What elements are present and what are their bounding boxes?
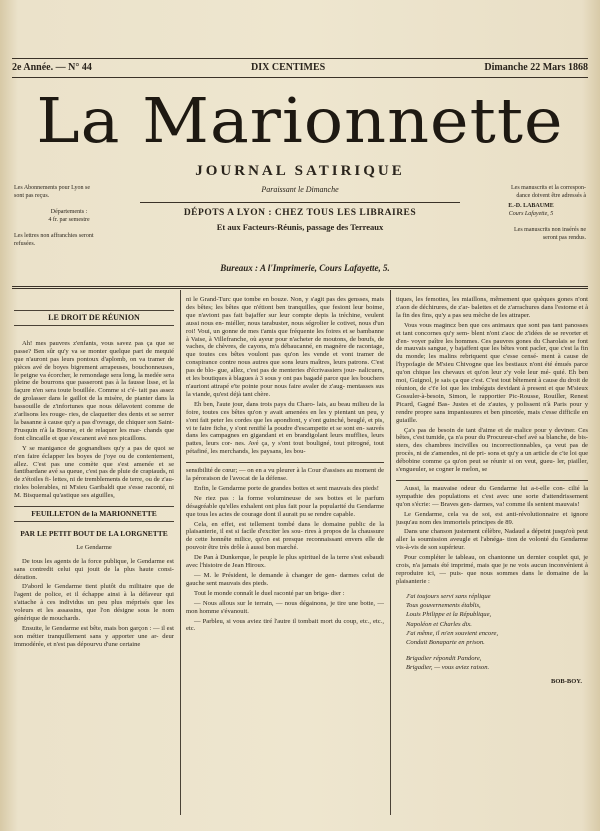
note-line: Les manuscrits non insérés ne [514,227,586,233]
column-2 [186,296,384,816]
paragraph: sensibilité de cœur; — on en a vu pleurer à la Cour d'assises au moment de la péroraison de l'avocat de la défense. [186,467,384,483]
paragraph: D'abord le Gendarme tient plutôt du militaire que de l'agent de police, et il échappe ainsi à la défaveur qui s'attache à ces individus un peu plus méprisés que les voleurs et les assassins, que l'on désigne sous le nom générique de mouchards. [14,583,174,623]
feuilleton-subtitle: Le Gendarme [76,543,112,551]
column-divider [390,290,391,815]
depots-rule [140,202,460,203]
paragraph: Pour compléter le tableau, on chantonne un dernier couplet qui, je crois, n'a jamais été imprimé, mais que je ne vois aucun inconvénient à reproduire ici, — puis- que nous sommes dans le domaine de la plaisanterie : [396,554,588,585]
note-line: 4 fr. par semestre [48,217,90,223]
right-notes [476,184,586,242]
paragraph: tiques, les femottes, les miaillons, mêmement que quèques gones n'ont z'aon de déchirures, de z'ar- balettes et de z'arrachures dans l'estome et à la fin des fins, qu'y a pas seu mèche de les attraper. [396,296,588,319]
paragraph: Enfin, le Gendarme porte de grandes bottes et sent mauvais des pieds! [194,484,379,492]
paragraph: Aussi, la mauvaise odeur du Gendarme lui a-t-elle con- cilié la sympathie des populations et c'est avec une sorte d'attendrissement qu'on s'écrie: — Braves gen- darmes, va! comme ils sentent mauvais! [396,484,588,508]
header-rule [12,286,588,287]
publication-frequency: Paraissant le Dimanche [261,185,339,194]
issue-bar [12,62,588,76]
depots-line-2: Et aux Facteurs-Réunis, passage des Terreaux [216,222,384,232]
feuilleton-heading: FEUILLETON de la MARIONNETTE [14,506,174,522]
verse-line: J'ai toujours servi sans réplique [406,592,491,600]
column-divider [180,290,181,815]
paragraph: Ensuite, le Gendarme est bête, mais bon garçon : — il est son métier tranquillement sans y apporter une ar- deur immodérée, et n'est pas dépourvu d'une certaine [14,625,174,648]
paragraph: Ça's pas de besoin de tant d'aime et de malice pour y deviner. Ces bêtes, c'est tumide, ça n'a pour du Procureur-chef avé sa blanche, de bis- sters, des chambres incivilles ou incorrectionnables, ça veut pas de procès, ni de z'amendes, ni de pri- sons et qu'y a un article de c'te loi que débobine comme ça qu'on peut se réunir si on veut, gueu- ler, piailler, s'engueuler, se cogner le melon, se [396,426,588,474]
section-rule [186,462,384,463]
newspaper-subtitle: JOURNAL SATIRIQUE [195,163,405,179]
header-rule-2 [12,288,588,289]
signature: BOB-BOY. [550,678,582,686]
note-line: Les Abonnements pour Lyon se [14,185,90,191]
note-line: dance doivent être adressés à [516,193,586,199]
note-line: Départements : [50,209,88,215]
paragraph: Dans une chanson justement célèbre, Nadaud a dépeint jusqu'où peut aller la soumission aveugle et l'abnéga- tion de volonté du Gendarme vis-à-vis de son supérieur. [396,528,588,552]
paragraph: Tout le monde connaît le duel raconté par un briga- dier : [194,589,345,597]
depots-line: DÉPOTS A LYON : CHEZ TOUS LES LIBRAIRES [183,208,417,218]
paragraph: De tous les agents de la force publique, le Gendarme est sans contredit celui qui jouit de la plus haute consi- dération. [14,557,174,581]
paragraph: Eh ben, l'aute jour, dans trois pays du Charo- lais, au beau milieu de la foire, toutes ces bêtes qu'on y avait amenées en les y pientant un peu, y s'ont fait peter les cordes que les apondiont, y s'ont guinché, beuglé, et pis, vi te faire fiche, y s'ont renifié la poudre d'escampette et se sont en- sauvés dans les campagnes en gigandant et en brandigolant leurs mufflies, leurs pattes, leurs cor- nes. Avé ça, y s'ont tout bouligné, tout pitrogné, tout pétafiné, les merchands, les paysans, les bou- [186,400,384,456]
issue-price: DIX CENTIMES [251,62,326,73]
column-3 [396,296,588,816]
note-line: seront pas rendus. [542,235,586,241]
verse-line: J'ai même, il m'en souvient encore, [406,630,499,637]
verse-line: Conduit Bonaparte en prison. [406,639,485,647]
verse [396,592,588,648]
paragraph: Vous vous magincz ben que ces animaux que sont pas tant panosses et tant concornes qu'y sem- blent n'ont z'aoc de z'idées de se revorter et d'en- voyer paître les hommes. Ces pauvres gones du Charolais se font de mauvais sangue, y bajaffent que les bêtes vont pacler, que c'est la fin du monde; les malins rebriquent que c'esse censé- ment à cause de l'hypofagie de M'sieu Chivogne que les bestiaux n'ont été émués parce qu'on chique les chevaux et qu'on leur z'y vole leur mé- quié. Eh ben moi, Guignol, je sais ça que c'est. C'est tout bêtement à cause du droit de réunion, de c't'e loi que les imbéguts devidant à present et que M'sieux Gossuler-à-besoin, Simon, le rapportier Pic-Rousse, Rouiller, Renest Picard, Gagné Bas- Justes et de z'autes, y polissent n'à Paris pour y rendre propre sans impanissures et ben pincetée, mais c'esse difficile en guiaille. [396,321,588,424]
note-line: Les manuscrits et la correspon- [511,185,586,191]
note-line: refusées. [14,241,36,247]
feuilleton-title: PAR LE PETIT BOUT DE LA LORGNETTE [20,528,168,538]
verse-line: Louis Philippe et la République, [406,611,492,619]
verse-line: Napoléon et Charles dix. [406,620,472,628]
newspaper-title: La Marionnette [36,84,564,157]
paragraph: Y se manigance de gognandises qu'y a pas de quoi se n'en faire éclapper les boyes de j'oye ou de contentement, allez. C'est pas une comète que s'est amenée et se fantibardane avé sa queue, c'est pas de pluie de crapiauds, ni de z'étoiles fi- lettes, ni de tremblements de terre, ou de z'au- rioles bolerables, ni M'sieu Garibaldi que s'esse raconté, ni M. Bisquemal qu'astique ses aiguilles, [14,444,174,500]
paragraph: ni le Grand-Turc que tombe en bouze. Non, y s'agit pas des gensses, mais des bêtes; les bêtes que n'étiont ben tranquilles, que fesiont leur boime, que n'aviont pas fait bajaffer sur leur compte depis la tréchine, veulent aussi nous en- miéller, nous tarabuster, nous ségrolier le cotivet, nous d'un roi! Voui, un gonne de mes t'amis que fréquente les foires et se bambanne à Vaise, à Villefranche, où ayeur pour n'acheter de moutons, de bœufs, de vaches, de chèvres, de cayons, m'a débaucanné, en magnère de racontage, que toutes ces bêtes voulont pas qu'on les vende et vont tramer de conspirance contre nous autres que sons leurs maîtres, leurs patrons. C'est pas de blo- gue, allez, c'est pas de menteries d'écrivassiers jour- nalicuers, et les boutiques à blagues à 3 sous y ont pas bagadé parce que les bouchers n'auriont attrapé e'te pointe pour nous faire avaler de z'aug- mentasses sus la viande, qu'est déjà tant chère. [186,296,384,398]
bureaux-line: Bureaux : A l'Imprimerie, Cours Lafayette, 5. [220,263,390,273]
verse-line: Brigadier, — vous aviez raison. [406,663,490,671]
verse-line: Brigadier répondit Pandore, [406,654,482,662]
paragraph: Cela, en effet, est tellement tombé dans le domaine public de la plaisanterie, il est si facile d'exciter les sou- rires à propos de la chaussure de cette honnête milice, qu'on est presque reconnaissant envers elle de pouvoir être très drôle à aussi bon marché. [186,520,384,552]
section-rule [396,480,588,481]
column-1 [14,298,174,818]
top-rule [12,58,588,59]
note-line: Cours Lafayette, 5 [508,211,554,217]
paragraph: Ah! mes pauvres z'enfants, vous savez pas ça que se passe? Ben sûr qu'y va se monter quelque part de mequié que n'auront pas leurs pontoux d'aplomb, on va tramer de pièces avé de boyes bigrement arrapeuses, bouchonneuses, le peigne va écorcher, le remondage sera long, la medée sera pleine de bourrons que passeront pas à la fausse lisse, et la façure n'en sera toute bouillée. Comme si c'é- tait pas assez de grolasser dans le gaillot de la misère, de pianter dans la bassouille de z'infortunes que nous délavotent comme de z'arlisons les rouge- ries, de claquetter des dents et se serrer la basanne à cause qu'y a pas d'ovrage, de chiquer son Saint- Frusquin n'à la Bourse, et de relaquer les mar- chands que font clincaille et que s'escanent avé nos picaillons. [14,339,174,442]
note-line: E.-D. LABAUME [508,203,554,209]
paragraph: — M. le Président, le demande à changer de gen- darmes celui de gauche sent mauvais des pieds. [186,572,384,587]
verse-refrain [396,654,588,673]
paragraph: — Parbleu, si vous aviez tiré l'autre il tombait mort du coup, etc., etc., etc. [186,617,384,633]
article-heading: LE DROIT DE RÉUNION [14,310,174,326]
left-notes [14,184,124,248]
issue-number: 2e Année. — N° 44 [12,62,92,73]
note-line: Les lettres non affranchies seront [14,233,94,239]
paragraph: — Nous allous sur le terrain, — nous dégainons, je tire une botte, — mon homme s'évanouit. [186,599,384,615]
paragraph: De Pan à Dunkerque, le peuple le plus spirituel de la terre s'est esbaudi avec l'histoire de Jean Hiroux. [186,554,384,570]
note-line: sont pas reçus. [14,193,50,199]
paragraph: Le Gendarme, cela va de soi, est anti-révolutionnaire et ignore jusqu'au nom des immortels principes de 89. [396,510,588,526]
paragraph: Ne riez pas : la forme volumineuse de ses bottes et le parfum désagréable qu'elles exhalent ont plus fait pour la popularité du Gendarme que tous les actes de courage dont il aurait pu se rendre capable. [186,494,384,518]
issue-date: Dimanche 22 Mars 1868 [484,62,588,73]
verse-line: Tous gouvernements établis, [406,602,481,610]
